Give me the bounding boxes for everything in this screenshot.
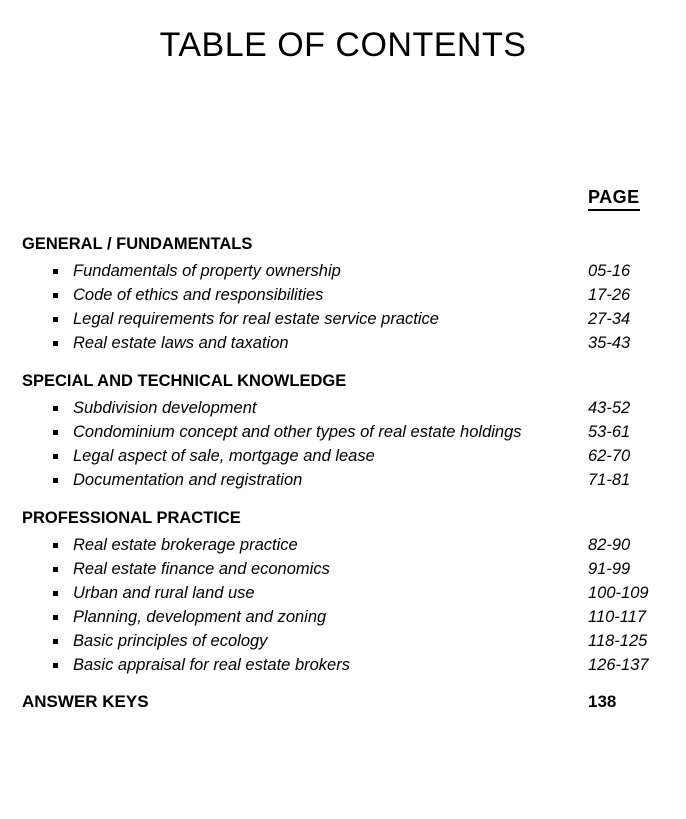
toc-entry-pages: 71-81 (588, 471, 631, 489)
toc-entry-left (22, 420, 588, 444)
section-heading: PROFESSIONAL PRACTICE (22, 509, 241, 527)
toc-entry-label: Real estate brokerage practice (73, 536, 298, 554)
toc-entry-label: Code of ethics and responsibilities (73, 286, 324, 304)
toc-entry (22, 468, 686, 492)
bullet-square-icon (53, 663, 58, 668)
bullet-square-icon (53, 615, 58, 620)
toc-entry-pages: 100-109 (588, 584, 649, 602)
toc-entry-label: Subdivision development (73, 399, 257, 417)
toc-entry-pages: 53-61 (588, 423, 631, 441)
toc-entry-left (22, 283, 588, 307)
toc-entry-label: Basic appraisal for real estate brokers (73, 656, 350, 674)
toc-entry (22, 605, 686, 629)
section-heading: SPECIAL AND TECHNICAL KNOWLEDGE (22, 372, 347, 390)
toc-entry-left (22, 557, 588, 581)
bullet-square-icon (53, 269, 58, 274)
toc-entry-left (22, 396, 588, 420)
toc-entry-pages: 110-117 (588, 608, 647, 626)
toc-entry (22, 259, 686, 283)
toc-entry-pages: 17-26 (588, 286, 631, 304)
toc-entry-label: Legal aspect of sale, mortgage and lease (73, 447, 375, 465)
toc-entry-label: Real estate finance and economics (73, 560, 330, 578)
toc-section-special-technical-knowledge (22, 369, 686, 492)
toc-entry-label: Legal requirements for real estate service practice (73, 310, 439, 328)
section-heading-row (22, 369, 686, 393)
answer-keys-row (22, 690, 686, 714)
toc-entry-label: Real estate laws and taxation (73, 334, 289, 352)
toc-entry-label: Basic principles of ecology (73, 632, 268, 650)
toc-entry-label: Documentation and registration (73, 471, 303, 489)
bullet-square-icon (53, 567, 58, 572)
page-column-header-cell (588, 185, 686, 211)
toc-entry-left (22, 629, 588, 653)
bullet-square-icon (53, 317, 58, 322)
toc-section-general-fundamentals (22, 232, 686, 355)
toc-entry (22, 581, 686, 605)
bullet-square-icon (53, 478, 58, 483)
bullet-square-icon (53, 406, 58, 411)
toc-entry-pages: 43-52 (588, 399, 631, 417)
toc-entry-pages: 126-137 (588, 656, 649, 674)
toc-entry (22, 653, 686, 677)
toc-entry (22, 396, 686, 420)
bullet-square-icon (53, 639, 58, 644)
section-heading-row (22, 506, 686, 530)
answer-keys-label: ANSWER KEYS (22, 692, 149, 711)
toc-entry-pages: 118-125 (588, 632, 648, 650)
page-column-header-row (22, 185, 686, 211)
toc-entry (22, 629, 686, 653)
toc-entry (22, 331, 686, 355)
toc-entry-left (22, 444, 588, 468)
section-heading: GENERAL / FUNDAMENTALS (22, 235, 253, 253)
toc-entry-label: Fundamentals of property ownership (73, 262, 341, 280)
toc-entry (22, 444, 686, 468)
toc-entry-left (22, 653, 588, 677)
toc-section-professional-practice (22, 506, 686, 677)
toc-entry-left (22, 307, 588, 331)
answer-keys-left (22, 690, 588, 714)
toc-entry-label: Planning, development and zoning (73, 608, 327, 626)
toc-entry-label: Condominium concept and other types of real estate holdings (73, 423, 522, 441)
section-heading-row (22, 232, 686, 256)
toc-entry-label: Urban and rural land use (73, 584, 255, 602)
page-column-header: PAGE (588, 185, 640, 211)
bullet-square-icon (53, 543, 58, 548)
bullet-square-icon (53, 430, 58, 435)
toc-entry (22, 557, 686, 581)
toc-entry-pages: 91-99 (588, 560, 631, 578)
toc-entry-left (22, 259, 588, 283)
toc-entry (22, 533, 686, 557)
toc-content (22, 185, 686, 714)
toc-entry-pages: 05-16 (588, 262, 631, 280)
toc-entry-pages: 35-43 (588, 334, 631, 352)
bullet-square-icon (53, 341, 58, 346)
toc-entry-left (22, 581, 588, 605)
toc-entry (22, 283, 686, 307)
bullet-square-icon (53, 591, 58, 596)
bullet-square-icon (53, 454, 58, 459)
toc-entry-left (22, 533, 588, 557)
toc-entry-pages: 82-90 (588, 536, 631, 554)
toc-entry (22, 420, 686, 444)
toc-entry (22, 307, 686, 331)
toc-entry-left (22, 605, 588, 629)
page-column-header-spacer (22, 185, 588, 211)
toc-entry-left (22, 331, 588, 355)
page-title: TABLE OF CONTENTS (159, 26, 527, 64)
toc-entry-left (22, 468, 588, 492)
bullet-square-icon (53, 293, 58, 298)
toc-entry-pages: 27-34 (588, 310, 631, 328)
toc-entry-pages: 62-70 (588, 447, 631, 465)
answer-keys-pages: 138 (588, 692, 617, 711)
